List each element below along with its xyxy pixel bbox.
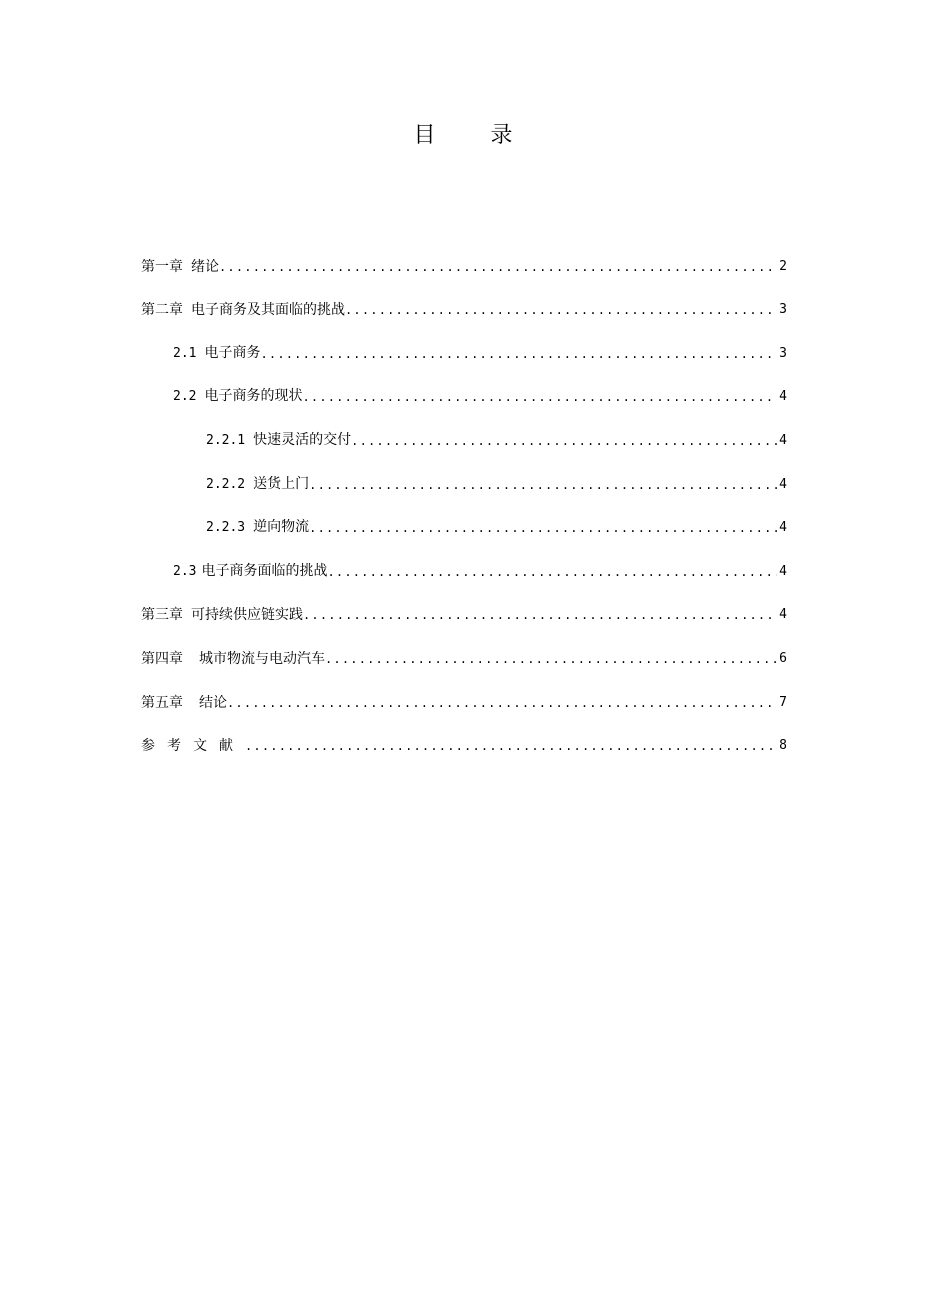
toc-entry-label: 电子商务及其面临的挑战 (191, 302, 345, 319)
toc-entry-label: 电子商务的现状 (204, 388, 303, 405)
toc-page-number: 4 (779, 520, 787, 536)
toc-entry-number: 2.1 (173, 345, 197, 361)
toc-dot-leader (345, 301, 777, 325)
toc-entry-chapter-1[interactable] (141, 238, 787, 282)
toc-dot-leader (302, 388, 777, 412)
toc-entry-label: 可持续供应链实践 (191, 607, 303, 624)
toc-entry-number: 第二章 (141, 302, 183, 319)
toc-entry-references[interactable] (141, 718, 787, 762)
toc-entry-label: 参考文献 (141, 738, 245, 755)
toc-page-number: 4 (779, 607, 787, 623)
toc-entry-label: 城市物流与电动汽车 (199, 650, 325, 667)
toc-entry-number: 第五章 (141, 694, 183, 711)
toc-dot-leader (260, 345, 777, 369)
toc-entry-number: 2.3 (173, 563, 197, 579)
toc-entry-section-2-3[interactable] (141, 543, 787, 587)
toc-dot-leader (309, 519, 777, 543)
toc-entry-number: 第三章 (141, 607, 183, 624)
toc-title: 目 录 (413, 123, 537, 148)
toc-page-number: 8 (779, 738, 787, 754)
toc-dot-leader (351, 432, 777, 456)
toc-dot-leader (325, 650, 777, 674)
toc-dot-leader (303, 606, 777, 630)
toc-entry-number: 2.2.3 (206, 520, 246, 536)
toc-entry-chapter-2[interactable] (141, 282, 787, 326)
toc-entry-label: 结论 (199, 694, 227, 711)
toc-entry-section-2-2-1[interactable] (141, 412, 787, 456)
toc-dot-leader (219, 258, 777, 282)
toc-dot-leader (327, 563, 777, 587)
toc-entry-number: 2.2.1 (206, 432, 246, 448)
toc-entry-section-2-2[interactable] (141, 369, 787, 413)
toc-entry-label: 电子商务 (204, 344, 261, 361)
toc-dot-leader (227, 694, 777, 718)
toc-entry-chapter-4[interactable] (141, 630, 787, 674)
toc-entry-label: 送货上门 (253, 475, 310, 492)
toc-page-number: 4 (779, 476, 787, 492)
toc-page-number: 3 (779, 345, 787, 361)
toc-entry-chapter-3[interactable] (141, 587, 787, 631)
toc-dot-leader (309, 476, 777, 500)
toc-list (141, 238, 787, 761)
toc-entry-label: 快速灵活的交付 (253, 431, 352, 448)
toc-entry-number: 2.2 (173, 389, 197, 405)
toc-page-number: 4 (779, 389, 787, 405)
toc-page-number: 4 (779, 563, 787, 579)
toc-dot-leader (245, 737, 777, 761)
toc-entry-label: 电子商务面临的挑战 (201, 562, 328, 579)
toc-entry-label: 逆向物流 (253, 519, 310, 536)
toc-entry-section-2-1[interactable] (141, 325, 787, 369)
toc-page-number: 7 (779, 694, 787, 710)
toc-entry-number: 第一章 (141, 258, 183, 275)
toc-entry-number: 第四章 (141, 650, 183, 667)
toc-page-number: 2 (779, 258, 787, 274)
toc-entry-chapter-5[interactable] (141, 674, 787, 718)
toc-entry-section-2-2-3[interactable] (141, 500, 787, 544)
toc-entry-label: 绪论 (191, 258, 219, 275)
toc-entry-section-2-2-2[interactable] (141, 456, 787, 500)
toc-page-number: 4 (779, 432, 787, 448)
toc-page-number: 6 (779, 650, 787, 666)
toc-page-number: 3 (779, 302, 787, 318)
toc-entry-number: 2.2.2 (206, 476, 246, 492)
